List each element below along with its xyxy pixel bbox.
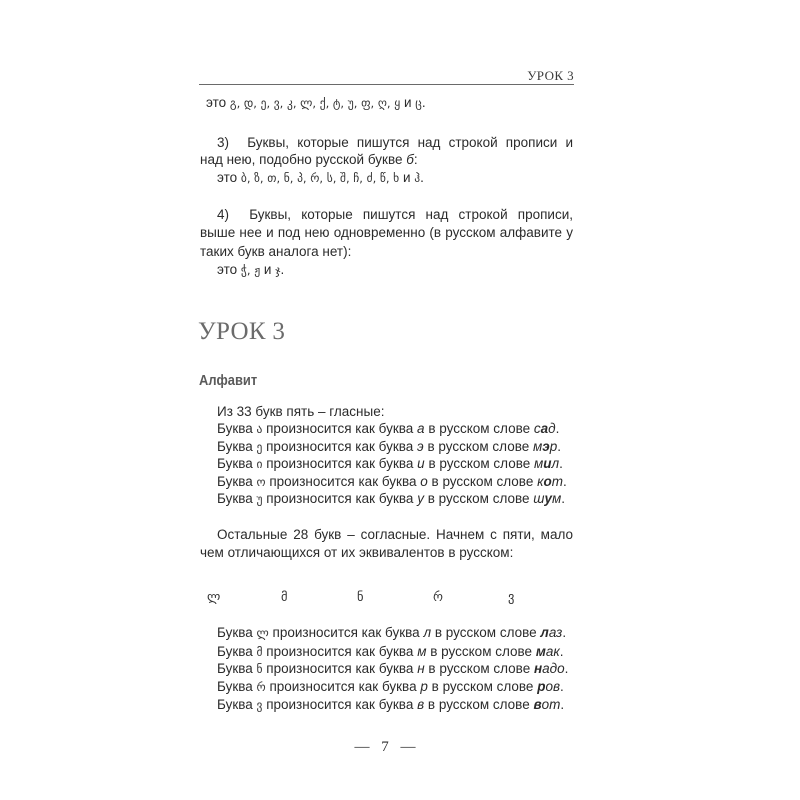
phrase-mid2: в русском слове (427, 491, 530, 506)
vowel-line (217, 420, 559, 438)
colon: : (413, 152, 418, 167)
consonant-line (217, 678, 564, 696)
phrase-lead: Буква (217, 679, 253, 694)
phrase-mid: произносится как буква (269, 474, 417, 489)
word-highlight: э (542, 439, 550, 454)
phrase-mid: произносится как буква (272, 625, 420, 640)
word-highlight: о (543, 474, 552, 489)
period: . (564, 661, 569, 676)
georgian-letter: ო (256, 475, 266, 489)
consonants-intro-line-1: Остальные 28 букв – согласные. Начнем с пяти, мало (217, 527, 573, 542)
rule-text: Буквы, которые пишутся над строкой прописи и (247, 135, 573, 150)
georgian-letters: გ, დ, ე, ვ, კ, ლ, ქ, ტ, უ, ფ, ღ, ყ (229, 96, 401, 110)
dash: — (400, 739, 416, 755)
russian-letter: у (417, 491, 424, 506)
russian-letter: о (420, 474, 428, 489)
georgian-letter: ვ (508, 589, 515, 604)
period: . (560, 679, 564, 694)
consonant-line (217, 660, 568, 678)
example-word (534, 456, 559, 471)
consonant-letter-cell (433, 588, 443, 605)
georgian-letter: ე (256, 440, 263, 454)
phrase-mid2: в русском слове (427, 697, 530, 712)
consonant-line (217, 696, 564, 714)
word-highlight: а (540, 421, 549, 436)
russian-letter: л (423, 625, 432, 640)
conjunction: и (402, 170, 411, 185)
word-part: ов (545, 679, 561, 694)
example-word (540, 625, 562, 640)
phrase-mid: произносится как буква (266, 661, 414, 676)
phrase-mid2: в русском слове (434, 625, 537, 640)
period: . (562, 474, 567, 489)
rule-3-line-1 (217, 134, 573, 151)
period: . (557, 439, 562, 454)
phrase-mid2: в русском слове (428, 661, 531, 676)
rule-text: над нею, подобно русской букве (200, 152, 403, 167)
phrase-lead: Буква (217, 661, 253, 676)
phrase-mid2: в русском слове (431, 474, 534, 489)
examples-lead: это (206, 95, 227, 110)
word-highlight: у (544, 491, 553, 506)
word-highlight: и (543, 456, 552, 471)
consonant-letter-cell (207, 588, 220, 605)
consonant-letter-cell (508, 588, 514, 605)
word-part: аз (548, 625, 563, 640)
russian-letter: м (417, 644, 427, 659)
phrase-mid: произносится как буква (269, 679, 417, 694)
dash: — (354, 739, 370, 755)
georgian-letters: ჭ, ჟ (240, 263, 261, 277)
consonant-line (217, 643, 563, 661)
phrase-mid2: в русском слове (431, 679, 534, 694)
period: . (561, 491, 566, 506)
georgian-letter: ნ (256, 662, 263, 676)
russian-letter: в (417, 697, 425, 712)
word-highlight: н (533, 661, 543, 676)
word-part: т (551, 474, 563, 489)
georgian-letter: მ (256, 645, 263, 659)
phrase-mid2: в русском слове (430, 644, 533, 659)
rule-4-examples (217, 261, 284, 279)
word-part: м (552, 491, 562, 506)
georgian-letter: ჯ (275, 263, 281, 277)
continuation-examples (206, 94, 426, 112)
russian-letter: и (417, 456, 425, 471)
georgian-letter: ლ (207, 589, 221, 604)
georgian-letter: რ (433, 589, 443, 604)
russian-letter: б (406, 152, 414, 167)
word-part: к (537, 474, 544, 489)
georgian-letter: ნ (357, 589, 364, 604)
phrase-mid: произносится как буква (266, 421, 414, 436)
georgian-letters: ბ, ზ, თ, ნ, პ, რ, ს, შ, ჩ, ძ, წ, ხ (240, 171, 400, 185)
consonant-line (217, 624, 566, 642)
phrase-lead: Буква (217, 491, 253, 506)
example-word (537, 474, 563, 489)
georgian-letter: ჰ (414, 171, 421, 185)
consonant-letter-cell (281, 588, 288, 605)
word-part: ш (533, 491, 545, 506)
rule-4-line-1 (217, 206, 573, 223)
example-word (536, 644, 560, 659)
vowel-line (217, 455, 563, 473)
period: . (421, 95, 426, 110)
phrase-mid2: в русском слове (428, 456, 531, 471)
vowels-intro: Из 33 букв пять – гласные: (217, 404, 385, 419)
phrase-mid: произносится как буква (266, 491, 414, 506)
phrase-mid: произносится как буква (266, 439, 414, 454)
phrase-lead: Буква (217, 625, 253, 640)
word-highlight: л (540, 625, 549, 640)
rule-4-line-3: таких букв аналога нет): (200, 244, 352, 259)
georgian-letter: ც (415, 96, 422, 110)
georgian-letter: ა (256, 422, 263, 436)
phrase-mid2: в русском слове (428, 421, 531, 436)
period: . (559, 644, 564, 659)
word-part: с (533, 421, 541, 436)
russian-letter: а (417, 421, 425, 436)
word-part: д (548, 421, 556, 436)
period: . (559, 456, 563, 471)
examples-lead: это (217, 170, 238, 185)
russian-letter: н (417, 661, 425, 676)
georgian-letter: მ (281, 589, 288, 604)
conjunction: и (403, 95, 412, 110)
period: . (562, 625, 567, 640)
example-word (533, 491, 561, 506)
word-part: адо (542, 661, 565, 676)
word-part: л (551, 456, 560, 471)
word-part: м (534, 456, 544, 471)
georgian-letter: უ (256, 492, 263, 506)
georgian-letter: ვ (256, 698, 263, 712)
phrase-lead: Буква (217, 697, 253, 712)
page-number-value: 7 (381, 739, 389, 755)
period: . (280, 262, 285, 277)
section-title: Алфавит (199, 372, 258, 389)
rule-number: 4) (217, 207, 230, 222)
period: . (420, 170, 424, 185)
period: . (560, 697, 565, 712)
word-highlight: р (537, 679, 546, 694)
georgian-letter: რ (256, 680, 266, 694)
examples-lead: это (217, 262, 238, 277)
georgian-letter: ლ (256, 626, 269, 640)
phrase-lead: Буква (217, 456, 253, 471)
lesson-title: УРОК 3 (198, 318, 286, 345)
phrase-lead: Буква (217, 474, 253, 489)
example-word (533, 697, 560, 712)
rule-3-examples (217, 169, 424, 187)
word-part: ак (545, 644, 560, 659)
georgian-letter: ი (256, 457, 263, 471)
phrase-mid: произносится как буква (266, 697, 414, 712)
running-header: УРОК 3 (527, 68, 574, 83)
vowel-line (217, 473, 567, 491)
conjunction: и (263, 262, 272, 277)
rule-text: Буквы, которые пишутся над строкой прописи, (249, 207, 573, 222)
phrase-lead: Буква (217, 644, 253, 659)
example-word (534, 661, 565, 676)
example-word (533, 439, 557, 454)
rule-3-line-2 (200, 151, 418, 168)
header-rule (199, 84, 574, 85)
russian-letter: р (420, 679, 428, 694)
phrase-lead: Буква (217, 439, 253, 454)
word-part: р (549, 439, 558, 454)
word-highlight: в (533, 697, 542, 712)
phrase-mid: произносится как буква (266, 644, 414, 659)
example-word (537, 679, 560, 694)
vowel-line (217, 438, 561, 456)
phrase-mid2: в русском слове (427, 439, 530, 454)
word-part: от (541, 697, 561, 712)
rule-number: 3) (217, 135, 230, 150)
period: . (555, 421, 560, 436)
consonant-letter-cell (357, 588, 364, 605)
word-highlight: м (535, 644, 546, 659)
russian-letter: э (417, 439, 424, 454)
phrase-mid: произносится как буква (266, 456, 414, 471)
consonants-intro-line-2: чем отличающихся от их эквивалентов в русском: (200, 545, 514, 560)
word-part: м (533, 439, 543, 454)
page-number (345, 738, 425, 756)
rule-4-line-2: выше нее и под нею одновременно (в русском алфавите у (200, 225, 573, 240)
phrase-lead: Буква (217, 421, 253, 436)
example-word (534, 421, 556, 436)
vowel-line (217, 490, 565, 508)
